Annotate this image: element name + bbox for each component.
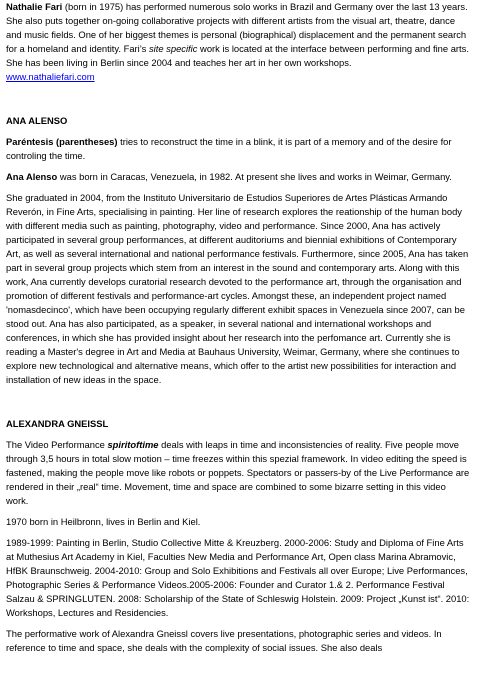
- ana-work-text: tries to reconstruct the time in a blink, it is part of a memory and of the desire for controling the time.: [6, 136, 452, 161]
- alexandra-intro-text-1: The Video Performance: [6, 439, 108, 450]
- alexandra-intro-text-2: deals with leaps in time and inconsistencies of reality. Five people move through 3,5 hours in total slow motion – time freezes within this spezial framework. In video editing the speed is fastened, making the people move like robots or poppets. Spectators or passers-by of the Live Performance are rendered in their „real“ time. Movement, time and space are combined to some bizarre setting in this video work.: [6, 439, 470, 506]
- ana-intro-paragraph: [6, 170, 470, 184]
- alexandra-heading: ALEXANDRA GNEISSL: [6, 418, 109, 429]
- alexandra-work-title: spiritoftime: [107, 439, 159, 450]
- ana-name: Ana Alenso: [6, 171, 58, 182]
- alexandra-closing-paragraph: The performative work of Alexandra Gneissl covers live presentations, photographic series and videos. In reference to time and space, she deals with the complexity of social issues. She also deals: [6, 628, 442, 653]
- ana-intro-text: was born in Caracas, Venezuela, in 1982. At present she lives and works in Weimar, Germany.: [57, 171, 452, 182]
- ana-work-title: Paréntesis (parentheses): [6, 136, 118, 147]
- fari-bio-text-1: (born in 1975) has performed numerous solo works in Brazil and Germany over the last 13 years. She also puts together on-going collaborative projects with different artists from the visual art, theatre, dance and music fields. One of her biggest themes is personal (biographical) displacement and the permanent search for a homeland and identity. Fari’s: [6, 1, 468, 54]
- alexandra-born-paragraph: 1970 born in Heilbronn, lives in Berlin and Kiel.: [6, 516, 201, 527]
- fari-bio-paragraph: [6, 0, 470, 70]
- ana-work-paragraph: [6, 135, 470, 163]
- fari-bio-text-2: work is located at the interface between performing and fine arts. She has been living in Berlin since 2004 and teaches her art in her own workshops.: [6, 43, 469, 68]
- ana-bio-paragraph: She graduated in 2004, from the Instituto Universitario de Estudios Superiores de Artes Plásticas Armando Reverón, in Fine Arts, specialising in painting. Her line of research explores the reationship of the human body with different media such as painting, photography, video and performance. Since 2000, Ana has actively participated in several group performances, at different auditoriums and biennial exhibitions of Contemporary Art, as well as several international and national performance festivals. Furthermore, since 2005, Ana has taken part in several group projects which stem from an interest in the sound and contemporary arts. Along with this work, Ana currently develops curatorial research devoted to the performance art, through the organisation and promotion of different festivals and performance-art cycles. Amongst these, an independent project named 'nomasdecinco', which have been occupying regularly different exhibit spaces in Venezuela since 2007, can be stood out. Ana has also participated, as a speaker, in several national and international workshops and conferences, in which she has provided insight about her research into the perfomance art. Currently she is reading a Master's degree in Art and Media at Bauhaus University, Weimar, Germany, where she continues to explore new technological and alternative means, which offer to the artist new possibilities for interaction and installation of new ideas in the space.: [6, 192, 469, 385]
- alexandra-cv-paragraph: 1989-1999: Painting in Berlin, Studio Collective Mitte & Kreuzberg. 2000-2006: Study and Diploma of Fine Arts at Muthesius Art Academy in Kiel, Faculties New Media and Performance Art, Open class Marina Abramovic, HfBK Braunschweig. 2004-2010: Group and Solo Exhibitions and Festivals all over Europe; Live Performances, Photographic Series & Performance Videos.2005-2006: Founder and Curator 1.& 2. Performance Festival Salzau & SPRINGLUTEN. 2008: Scholarship of the State of Schleswig Holstein. 2009: Project „Kunst ist“. 2010: Workshops, Lectures and Residencies.: [6, 537, 470, 618]
- fari-website-link[interactable]: www.nathaliefari.com: [6, 71, 95, 82]
- fari-bio-italic: site specific: [148, 43, 198, 54]
- ana-heading: ANA ALENSO: [6, 115, 68, 126]
- alexandra-intro-paragraph: [6, 438, 470, 508]
- fari-name: Nathalie Fari: [6, 1, 63, 12]
